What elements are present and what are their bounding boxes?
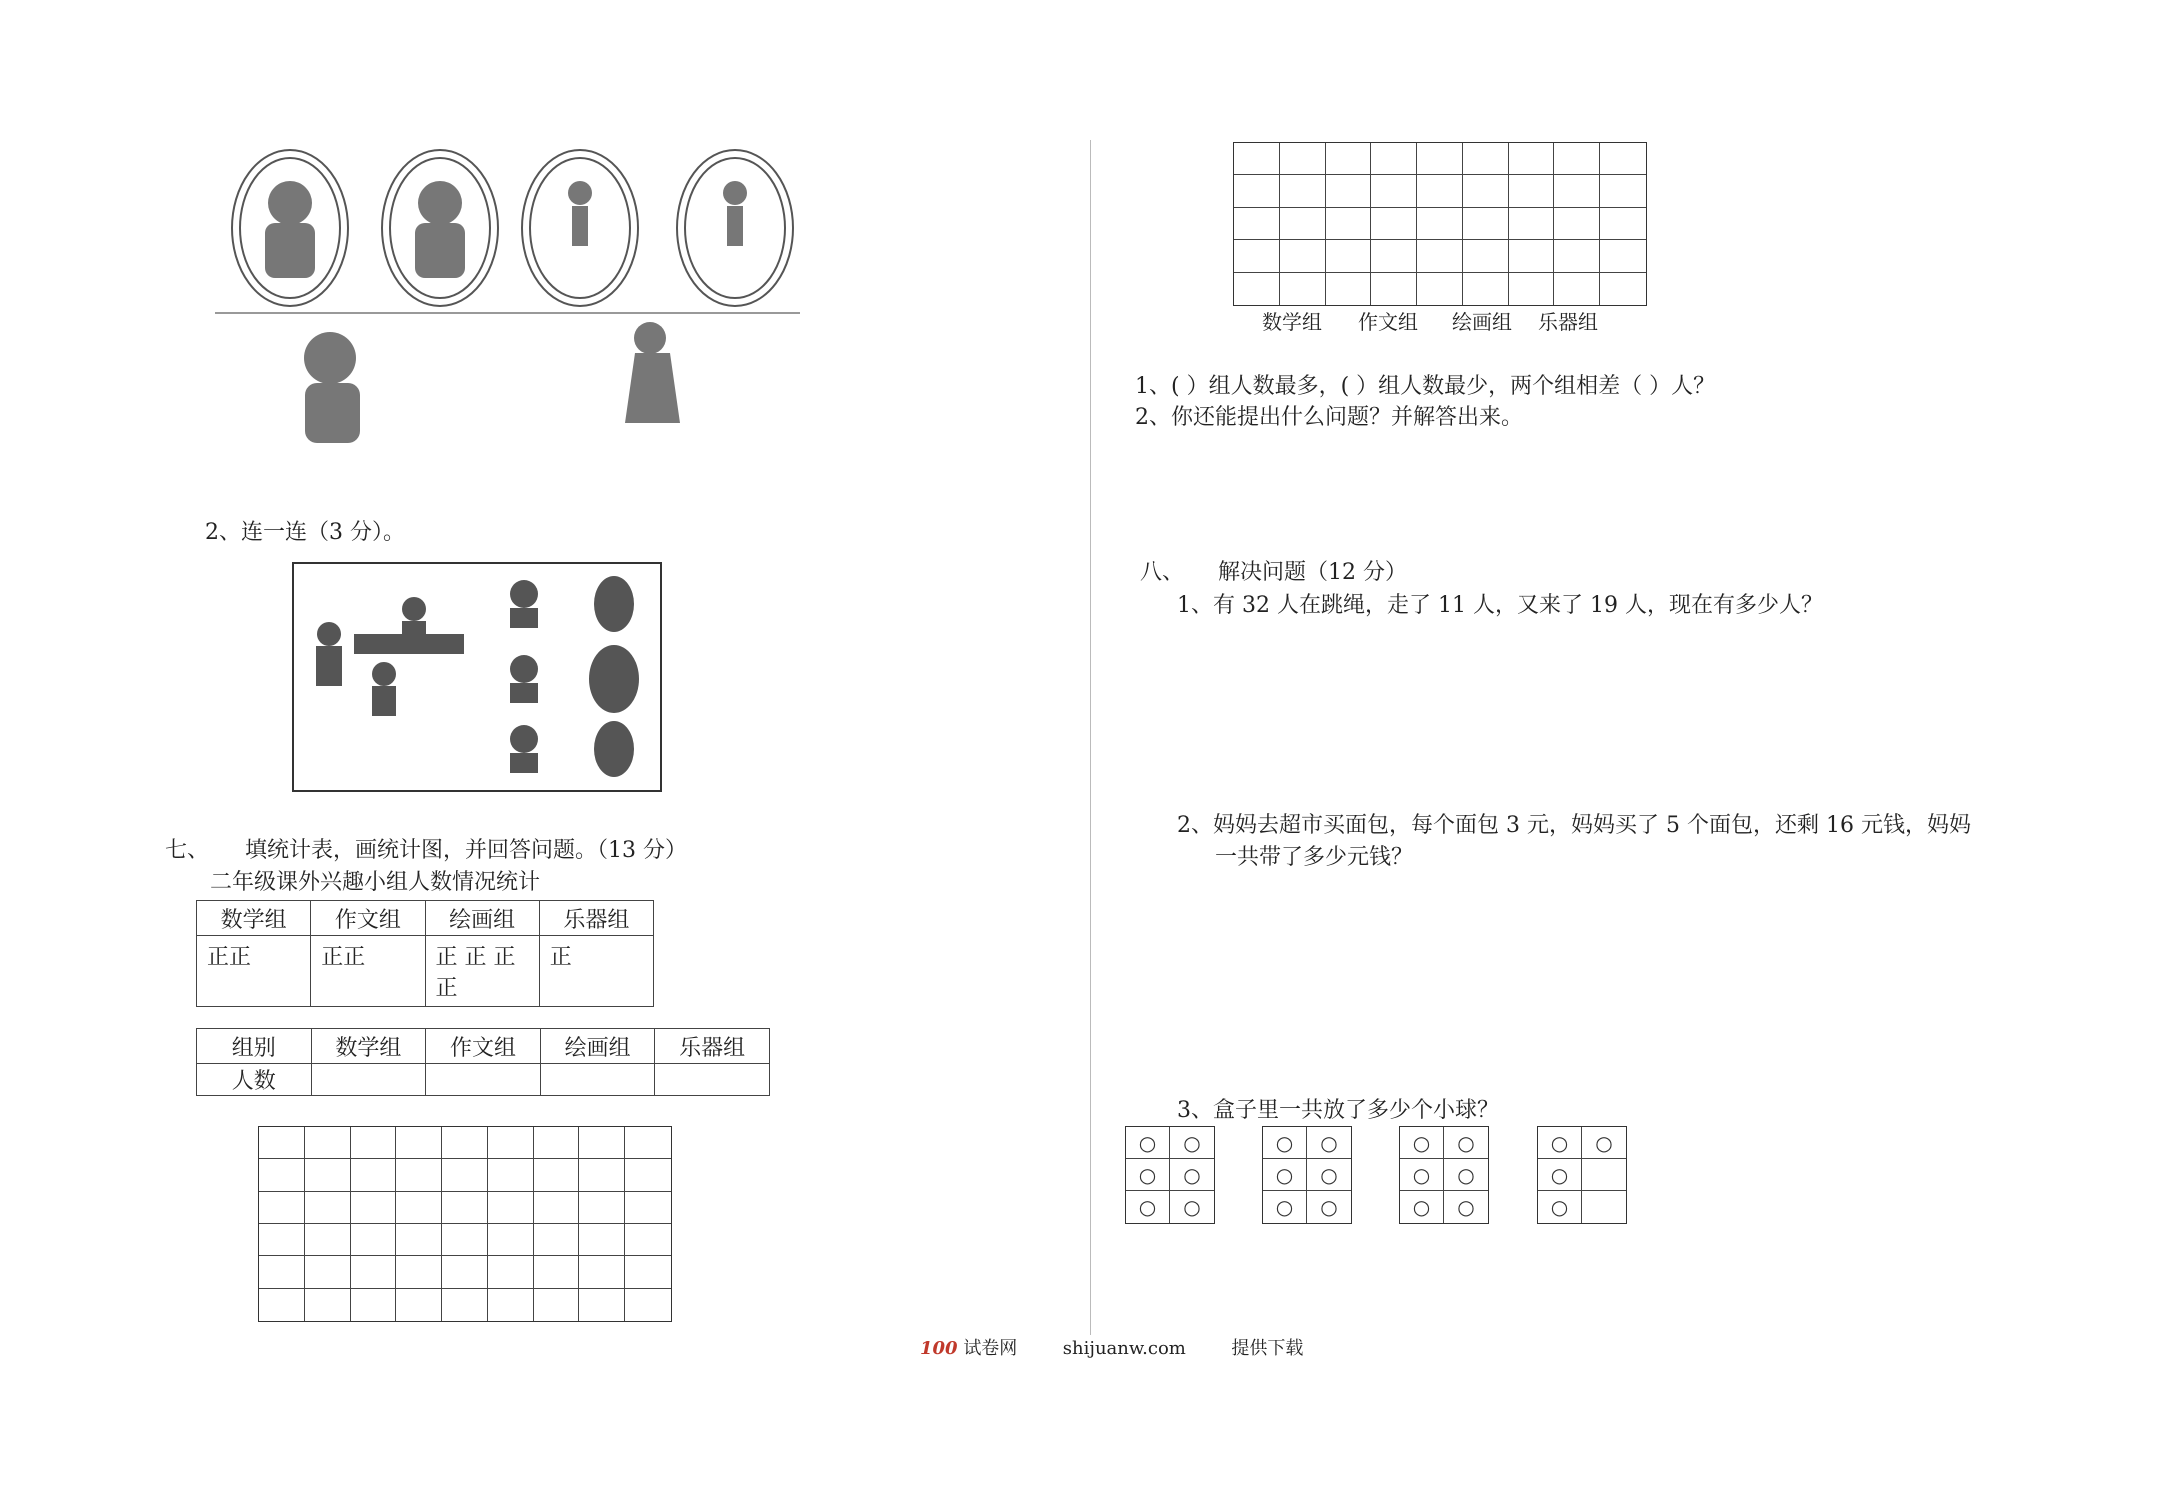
footer-site-name: 试卷网 bbox=[963, 1338, 1018, 1359]
tally-value: 正 正 正 正 bbox=[425, 936, 539, 1007]
ball-icon: ○ bbox=[1307, 1159, 1351, 1191]
grid-cell[interactable] bbox=[1463, 240, 1509, 272]
tally-header: 数学组 bbox=[197, 901, 311, 936]
tally-value: 正 bbox=[539, 936, 653, 1007]
empty-bar-chart-grid-left[interactable] bbox=[258, 1126, 672, 1322]
section-7-heading: 填统计表，画统计图，并回答问题。（13 分） bbox=[245, 838, 687, 863]
chart-axis-label: 作文组 bbox=[1358, 310, 1418, 334]
grid-cell[interactable] bbox=[534, 1127, 580, 1159]
grid-cell[interactable] bbox=[625, 1159, 671, 1191]
ball-icon: ○ bbox=[1457, 1195, 1475, 1219]
grid-cell[interactable] bbox=[1371, 175, 1417, 207]
grid-cell[interactable] bbox=[1554, 208, 1600, 240]
grid-cell[interactable] bbox=[534, 1256, 580, 1288]
grid-cell[interactable] bbox=[579, 1256, 625, 1288]
count-cell[interactable] bbox=[655, 1064, 770, 1096]
grid-cell[interactable] bbox=[1326, 143, 1372, 175]
count-cell[interactable] bbox=[311, 1064, 426, 1096]
grid-cell[interactable] bbox=[396, 1289, 442, 1321]
grid-cell[interactable] bbox=[305, 1127, 351, 1159]
grid-cell[interactable] bbox=[442, 1289, 488, 1321]
tally-header: 乐器组 bbox=[539, 901, 653, 936]
chart-axis-label: 数学组 bbox=[1262, 310, 1322, 334]
ball-icon: ○ bbox=[1582, 1127, 1626, 1159]
ball-icon: ○ bbox=[1307, 1127, 1351, 1159]
grid-cell[interactable] bbox=[579, 1289, 625, 1321]
grid-cell[interactable] bbox=[1554, 143, 1600, 175]
site-logo: 100 bbox=[920, 1338, 958, 1359]
grid-cell[interactable] bbox=[488, 1289, 534, 1321]
section-7-number: 七、 bbox=[165, 838, 210, 863]
grid-cell[interactable] bbox=[625, 1224, 671, 1256]
grid-cell[interactable] bbox=[1463, 273, 1509, 305]
grid-cell[interactable] bbox=[259, 1159, 305, 1191]
grid-cell[interactable] bbox=[1600, 240, 1646, 272]
grid-cell[interactable] bbox=[625, 1127, 671, 1159]
grid-cell[interactable] bbox=[1326, 240, 1372, 272]
grid-cell[interactable] bbox=[396, 1192, 442, 1224]
grid-cell[interactable] bbox=[1600, 273, 1646, 305]
grid-cell[interactable] bbox=[1417, 240, 1463, 272]
grid-cell[interactable] bbox=[488, 1159, 534, 1191]
tally-table bbox=[196, 900, 654, 1007]
ball-icon: ○ bbox=[1538, 1127, 1582, 1159]
grid-cell[interactable] bbox=[351, 1159, 397, 1191]
grid-cell[interactable] bbox=[1234, 208, 1280, 240]
problem-2-line-1: 2、妈妈去超市买面包，每个面包 3 元，妈妈买了 5 个面包，还剩 16 元钱，妈妈 bbox=[1177, 813, 1971, 838]
ball-icon: ○ bbox=[1263, 1127, 1307, 1159]
ball-icon: ○ bbox=[1444, 1159, 1488, 1191]
grid-cell[interactable] bbox=[1371, 240, 1417, 272]
grid-cell[interactable] bbox=[305, 1289, 351, 1321]
grid-cell[interactable] bbox=[259, 1256, 305, 1288]
grid-cell[interactable] bbox=[442, 1159, 488, 1191]
grid-cell[interactable] bbox=[305, 1224, 351, 1256]
ball-icon: ○ bbox=[1400, 1127, 1444, 1159]
grid-cell[interactable] bbox=[351, 1289, 397, 1321]
stats-table-title: 二年级课外兴趣小组人数情况统计 bbox=[210, 870, 541, 895]
grid-cell[interactable] bbox=[1554, 175, 1600, 207]
ball-icon: ○ bbox=[1538, 1191, 1582, 1223]
count-header: 作文组 bbox=[426, 1029, 541, 1064]
tally-value: 正正 bbox=[197, 936, 311, 1007]
grid-cell[interactable] bbox=[1326, 175, 1372, 207]
column-divider bbox=[1090, 140, 1091, 1335]
grid-cell[interactable] bbox=[1371, 143, 1417, 175]
ball-icon: ○ bbox=[1444, 1127, 1488, 1159]
ball-icon: ○ bbox=[1320, 1195, 1338, 1219]
matching-illustration bbox=[292, 562, 662, 792]
grid-cell[interactable] bbox=[1280, 175, 1326, 207]
grid-cell[interactable] bbox=[1417, 273, 1463, 305]
grid-cell[interactable] bbox=[1417, 143, 1463, 175]
grid-cell[interactable] bbox=[534, 1192, 580, 1224]
ball-icon: ○ bbox=[1400, 1159, 1444, 1191]
grid-cell[interactable] bbox=[579, 1224, 625, 1256]
grid-cell[interactable] bbox=[259, 1192, 305, 1224]
problem-3: 3、盒子里一共放了多少个小球？ bbox=[1177, 1098, 1499, 1123]
grid-cell[interactable] bbox=[1509, 143, 1555, 175]
footer-note: 提供下载 bbox=[1231, 1338, 1304, 1359]
footer-domain-link[interactable]: shijuanw.com bbox=[1062, 1338, 1186, 1359]
grid-cell[interactable] bbox=[534, 1224, 580, 1256]
count-cell[interactable] bbox=[540, 1064, 655, 1096]
ball-icon: ○ bbox=[1126, 1127, 1170, 1159]
ball-icon: ○ bbox=[1170, 1127, 1214, 1159]
grid-cell[interactable] bbox=[351, 1256, 397, 1288]
grid-cell[interactable] bbox=[488, 1224, 534, 1256]
grid-cell[interactable] bbox=[1371, 208, 1417, 240]
count-header: 乐器组 bbox=[655, 1029, 770, 1064]
grid-cell[interactable] bbox=[1280, 240, 1326, 272]
ball-box bbox=[1125, 1126, 1215, 1224]
grid-cell[interactable] bbox=[259, 1224, 305, 1256]
grid-cell[interactable] bbox=[1600, 143, 1646, 175]
grid-cell[interactable] bbox=[259, 1127, 305, 1159]
problem-2-line-2: 一共带了多少元钱？ bbox=[1215, 845, 1414, 870]
grid-cell[interactable] bbox=[1417, 175, 1463, 207]
ball-icon: ○ bbox=[1538, 1159, 1582, 1191]
grid-cell[interactable] bbox=[1463, 175, 1509, 207]
section-8-heading: 解决问题（12 分） bbox=[1218, 560, 1407, 585]
grid-cell[interactable] bbox=[579, 1159, 625, 1191]
ball-icon: ○ bbox=[1126, 1159, 1170, 1191]
section-7-question-1: 1、( ）组人数最多，( ）组人数最少，两个组相差（ ）人？ bbox=[1135, 374, 1716, 399]
grid-cell[interactable] bbox=[488, 1127, 534, 1159]
grid-cell[interactable] bbox=[1554, 240, 1600, 272]
ball-box bbox=[1262, 1126, 1352, 1224]
ball-icon: ○ bbox=[1170, 1159, 1214, 1191]
grid-cell[interactable] bbox=[1280, 208, 1326, 240]
tally-value: 正正 bbox=[311, 936, 425, 1007]
count-header: 数学组 bbox=[311, 1029, 426, 1064]
count-header: 绘画组 bbox=[540, 1029, 655, 1064]
grid-cell[interactable] bbox=[1280, 143, 1326, 175]
grid-cell[interactable] bbox=[396, 1256, 442, 1288]
grid-cell[interactable] bbox=[1234, 273, 1280, 305]
count-table bbox=[196, 1028, 770, 1096]
ball-icon: ○ bbox=[1400, 1191, 1444, 1223]
grid-cell[interactable] bbox=[1509, 240, 1555, 272]
ball-icon: ○ bbox=[1263, 1191, 1307, 1223]
grid-cell[interactable] bbox=[442, 1192, 488, 1224]
grid-cell[interactable] bbox=[442, 1127, 488, 1159]
grid-cell[interactable] bbox=[1509, 208, 1555, 240]
grid-cell[interactable] bbox=[625, 1256, 671, 1288]
grid-cell[interactable] bbox=[396, 1127, 442, 1159]
chart-axis-label: 绘画组 bbox=[1452, 310, 1512, 334]
grid-cell[interactable] bbox=[1234, 240, 1280, 272]
grid-cell[interactable] bbox=[1509, 273, 1555, 305]
grid-cell[interactable] bbox=[1280, 273, 1326, 305]
grid-cell[interactable] bbox=[442, 1224, 488, 1256]
grid-cell[interactable] bbox=[488, 1256, 534, 1288]
grid-cell[interactable] bbox=[305, 1256, 351, 1288]
grid-cell[interactable] bbox=[305, 1192, 351, 1224]
mirror-illustration bbox=[210, 148, 810, 458]
ball-icon: ○ bbox=[1183, 1195, 1201, 1219]
count-header: 组别 bbox=[197, 1029, 312, 1064]
count-row-label: 人数 bbox=[197, 1064, 312, 1096]
grid-cell[interactable] bbox=[1417, 208, 1463, 240]
grid-cell[interactable] bbox=[305, 1159, 351, 1191]
grid-cell[interactable] bbox=[534, 1159, 580, 1191]
grid-cell[interactable] bbox=[1509, 175, 1555, 207]
footer bbox=[920, 1338, 1303, 1360]
grid-cell[interactable] bbox=[1463, 143, 1509, 175]
ball-box bbox=[1537, 1126, 1627, 1224]
grid-cell[interactable] bbox=[1326, 273, 1372, 305]
grid-cell[interactable] bbox=[396, 1224, 442, 1256]
grid-cell[interactable] bbox=[1234, 175, 1280, 207]
grid-cell[interactable] bbox=[579, 1192, 625, 1224]
count-cell[interactable] bbox=[426, 1064, 541, 1096]
grid-cell[interactable] bbox=[442, 1256, 488, 1288]
grid-cell[interactable] bbox=[625, 1192, 671, 1224]
ball-icon: ○ bbox=[1126, 1191, 1170, 1223]
grid-cell[interactable] bbox=[1600, 175, 1646, 207]
ball-icon bbox=[1582, 1159, 1626, 1191]
grid-cell[interactable] bbox=[1326, 208, 1372, 240]
question-2-label: 2、连一连（3 分）。 bbox=[205, 520, 405, 545]
grid-cell[interactable] bbox=[1234, 143, 1280, 175]
ball-icon: ○ bbox=[1263, 1159, 1307, 1191]
chart-axis-label: 乐器组 bbox=[1538, 310, 1598, 334]
tally-header: 绘画组 bbox=[425, 901, 539, 936]
grid-cell[interactable] bbox=[1600, 208, 1646, 240]
grid-cell[interactable] bbox=[1371, 273, 1417, 305]
grid-cell[interactable] bbox=[396, 1159, 442, 1191]
tally-header: 作文组 bbox=[311, 901, 425, 936]
grid-cell[interactable] bbox=[625, 1289, 671, 1321]
grid-cell[interactable] bbox=[534, 1289, 580, 1321]
grid-cell[interactable] bbox=[1463, 208, 1509, 240]
grid-cell[interactable] bbox=[488, 1192, 534, 1224]
grid-cell[interactable] bbox=[351, 1224, 397, 1256]
section-7-question-2: 2、你还能提出什么问题？并解答出来。 bbox=[1135, 405, 1523, 430]
grid-cell[interactable] bbox=[351, 1192, 397, 1224]
grid-cell[interactable] bbox=[259, 1289, 305, 1321]
grid-cell[interactable] bbox=[579, 1127, 625, 1159]
grid-cell[interactable] bbox=[351, 1127, 397, 1159]
problem-1: 1、有 32 人在跳绳，走了 11 人，又来了 19 人，现在有多少人？ bbox=[1177, 593, 1823, 618]
ball-icon bbox=[1582, 1191, 1626, 1223]
ball-box bbox=[1399, 1126, 1489, 1224]
section-8-number: 八、 bbox=[1140, 560, 1185, 585]
empty-bar-chart-grid-right[interactable] bbox=[1233, 142, 1647, 306]
grid-cell[interactable] bbox=[1554, 273, 1600, 305]
